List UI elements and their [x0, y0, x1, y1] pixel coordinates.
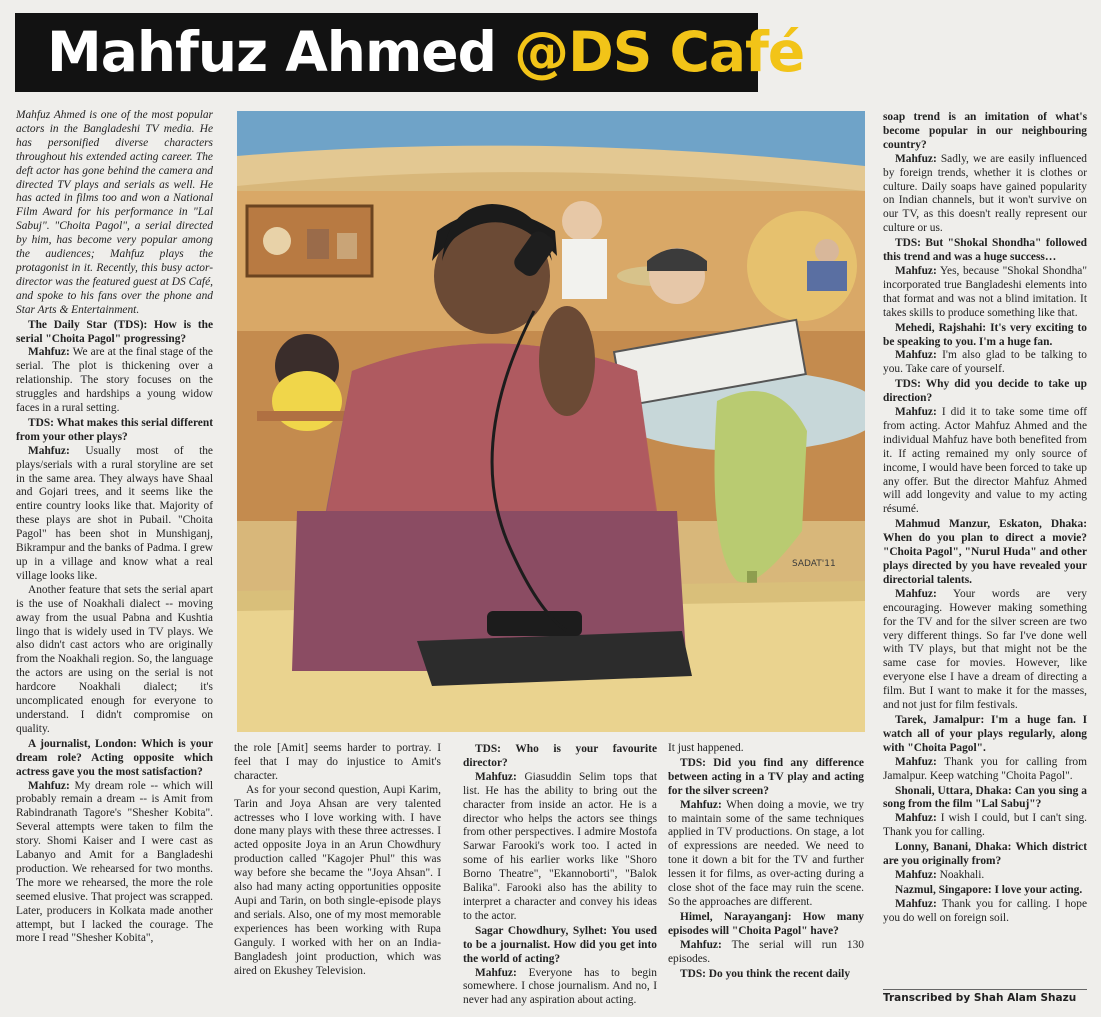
question: TDS: Do you think the recent daily [680, 967, 851, 980]
headline-name: Mahfuz Ahmed [47, 20, 496, 84]
speaker-label: Mahfuz: [895, 349, 937, 362]
answer [16, 346, 213, 416]
answer-text: When doing a movie, we try to maintain some of the same techniques applied in TV productions. On stage, a lot of expressions are needed. We need to tone it down a bit for the TV and further lessen it for films, as over-acting during a close shot of the face may ruin the scene. So the approaches are different. [668, 798, 864, 908]
answer [883, 869, 1087, 883]
answer [883, 812, 1087, 840]
answer-text: I'm also glad to be talking to you. Take care of yourself. [883, 349, 1087, 376]
continued-paragraph: It just happened. [668, 742, 744, 754]
answer-text: I wish I could, but I can't sing. Thank you for calling. [883, 812, 1087, 839]
answer [883, 756, 1087, 784]
answer-continued: Another feature that sets the serial apart is the use of Noakhali dialect -- moving away from the usual Pabna and Kushtia lingo that is widely used in TV plays. We also didn't cast actors who are originally from the Noakhali region. So, the language the actors are using on the serial is not hardcore Noakhali dialect; it's uncomplicated enough for everyone to understand. I didn't compromise on quality. [16, 583, 213, 735]
answer-text: Thank you for calling. I hope you do well on foreign soil. [883, 897, 1087, 924]
answer [463, 967, 657, 1009]
question: TDS: Who is your favourite director? [463, 743, 657, 769]
answer-text: Sadly, we are easily influenced by foreign trends, whether it is clothes or culture. Daily soaps have gained popularity on Indian channels, but it won't survive on our TV, as this doesn't really represent our culture or us. [883, 152, 1087, 235]
question-continued: soap trend is an imitation of what's become popular in our neighbouring country? [883, 111, 1087, 151]
column-5 [883, 110, 1087, 926]
speaker-label: Mahfuz: [895, 264, 937, 277]
cafe-illustration [237, 111, 865, 732]
question: TDS: Why did you decide to take up direction? [883, 378, 1087, 405]
transcription-credit: Transcribed by Shah Alam Shazu [883, 989, 1087, 1004]
answer-text: Giasuddin Selim tops that list. He has the ability to bring out the character from inside an actor. He is a director who helps the actors see things from other perspectives. I admire Mostofa Sarwar Farooki's work too. I acted in some of his earlier works like "Shoro Borno Theatre", "Ekannoborti", "Balok Balika". Farooki also has the ability to interpret a character and convey his ideas to the actor. [463, 770, 657, 922]
question: Nazmul, Singapore: I love your acting. [895, 883, 1083, 896]
answer-text: Thank you for calling from Jamalpur. Keep watching "Choita Pagol". [883, 755, 1087, 782]
headline-cafe: @DS Café [514, 20, 805, 84]
speaker-label: Mahfuz: [475, 966, 517, 979]
answer-text: Usually most of the plays/serials with a rural storyline are set in the same area. They always have Shaal and Gojari trees, and it seems like the entire country looks like that. Majority of these plays are shot in Pubail. "Choita Pagol" has been shot in Munshiganj, Bikrampur and the banks of Padma. I grew up in a village and know what a real village looks like. [16, 444, 213, 582]
question: Shonali, Uttara, Dhaka: Can you sing a song from the film "Lal Sabuj"? [883, 784, 1087, 811]
speaker-label: Mahfuz: [895, 812, 937, 825]
speaker-label: Mahfuz: [895, 755, 937, 768]
answer [883, 349, 1087, 377]
answer-text: Your words are very encouraging. However making something for the TV and for the silver screen are two very different things. So far I've done well with TV plays, but that might not be the same case for movies. However, like everyone else I have a dream of directing a film. But I want to make it for the masses, and not just for film festivals. [883, 587, 1087, 712]
speaker-label: Mahfuz: [895, 152, 937, 165]
speaker-label: Mahfuz: [895, 897, 937, 910]
answer-text: Noakhali. [939, 868, 985, 881]
feature-photo [237, 111, 865, 732]
answer-text: Everyone has to begin somewhere. I chose journalism. And no, I never had any aspiration about acting. [463, 966, 657, 1007]
speaker-label: Mahfuz: [680, 798, 722, 811]
answer [883, 588, 1087, 713]
speaker-label: Mahfuz: [895, 868, 937, 881]
question: TDS: But "Shokal Shondha" followed this trend and was a huge success… [883, 237, 1087, 264]
question: The Daily Star (TDS): How is the serial "Choita Pagol" progressing? [16, 318, 213, 345]
column-3 [463, 742, 657, 1008]
question: Sagar Chowdhury, Sylhet: You used to be a journalist. How did you get into the world of acting? [463, 924, 657, 965]
answer [668, 939, 864, 967]
column-1 [16, 109, 213, 946]
intro-paragraph: Mahfuz Ahmed is one of the most popular actors in the Bangladeshi TV media. He has personified diverse characters throughout his extended acting career. The deft actor has gone behind the camera and directed TV plays and serials as well. He has acted in films too and won a National Film Award for his performance in "Lal Sabuj". "Choita Pagol", a serial directed by him, has become very popular among the audiences; Mahfuz plays the protagonist in it. Recently, this busy actor-director was the featured guest at DS Café, and spoke to his fans over the phone and Star Arts & Entertainment. [16, 109, 213, 316]
title-banner [15, 13, 805, 92]
answer [16, 445, 213, 584]
answer-text: The serial will run 130 episodes. [668, 938, 864, 965]
answer [16, 780, 213, 947]
question: Mehedi, Rajshahi: It's very exciting to be speaking to you. I'm a huge fan. [883, 321, 1087, 348]
answer-text: Yes, because "Shokal Shondha" incorporated true Bangladeshi elements into that format and was not a blind imitation. It takes skills to produce something like that. [883, 264, 1087, 319]
column-4 [668, 742, 864, 981]
answer [883, 153, 1087, 236]
speaker-label: Mahfuz: [475, 770, 517, 783]
question: Tarek, Jamalpur: I'm a huge fan. I watch all of your plays regularly, along with "Choita Pagol". [883, 713, 1087, 754]
speaker-label: Mahfuz: [895, 406, 937, 419]
question: A journalist, London: Which is your dream role? Acting opposite which actress gave you the most satisfaction? [16, 737, 213, 778]
answer [883, 898, 1087, 926]
question: TDS: Did you find any difference between acting in a TV play and acting for the silver screen? [668, 756, 864, 797]
question: TDS: What makes this serial different from your other plays? [16, 416, 213, 443]
answer [883, 265, 1087, 321]
answer [668, 799, 864, 910]
answer [463, 771, 657, 924]
question: Lonny, Banani, Dhaka: Which district are you originally from? [883, 841, 1087, 868]
paragraph: As for your second question, Aupi Karim, Tarin and Joya Ahsan are very talented actresses who I love working with. I have done many plays with these three actresses. I acted opposite Joya in an Arun Chowdhury production called "Kagojer Phul" this was way before she became the "Joya Ahsan". I also had many acting opportunities opposite Aupi and Tarin, on both single-episode plays and serials. Also, one of my most memorable experiences has been working with Rupa Ganguly. I worked with her on an India-Bangladesh joint production, which was aired on Ekushey Television. [234, 783, 441, 977]
column-2 [234, 742, 441, 978]
headline [47, 17, 804, 87]
speaker-label: Mahfuz: [28, 444, 70, 457]
artist-signature: SADAT'11 [792, 559, 836, 569]
question: Mahmud Manzur, Eskaton, Dhaka: When do you plan to direct a movie? "Choita Pagol", "Nurul Huda" and other plays directed by you have revealed your directorial talents. [883, 518, 1087, 586]
answer-text: I did it to take some time off from acting. Actor Mahfuz Ahmed and the individual Mahfuz have both benefited from it. If acting remained my only source of income, I would have been forced to take up any offer. But the director Mahfuz Ahmed will add longevity and value to my acting résumé. [883, 406, 1087, 516]
continued-paragraph: the role [Amit] seems harder to portray. I feel that I may do injustice to Amit's character. [234, 742, 441, 782]
question: Himel, Narayanganj: How many episodes will "Choita Pagol" have? [668, 910, 864, 937]
speaker-label: Mahfuz: [895, 587, 937, 600]
speaker-label: Mahfuz: [28, 346, 70, 359]
speaker-label: Mahfuz: [28, 779, 70, 792]
speaker-label: Mahfuz: [680, 938, 722, 951]
answer-text: My dream role -- which will probably remain a dream -- is Amit from Rabindranath Tagore's "Shesher Kobita". Several attempts were taken to film the story. Shomi Kaiser and I were cast as Labanyo and Amit for a Bangladeshi production. We rehearsed for two months. The more we rehearsed, the more the role seemed elusive. That project was scrapped. Later, producers in Kolkata made another attempt, but I lacked the courage. The more I read "Shesher Kobita", [16, 779, 213, 945]
answer-text: We are at the final stage of the serial. The plot is thickening over a relationship. The story focuses on the struggles and hardships a young widow faces in a rural setting. [16, 346, 213, 415]
answer [883, 406, 1087, 517]
